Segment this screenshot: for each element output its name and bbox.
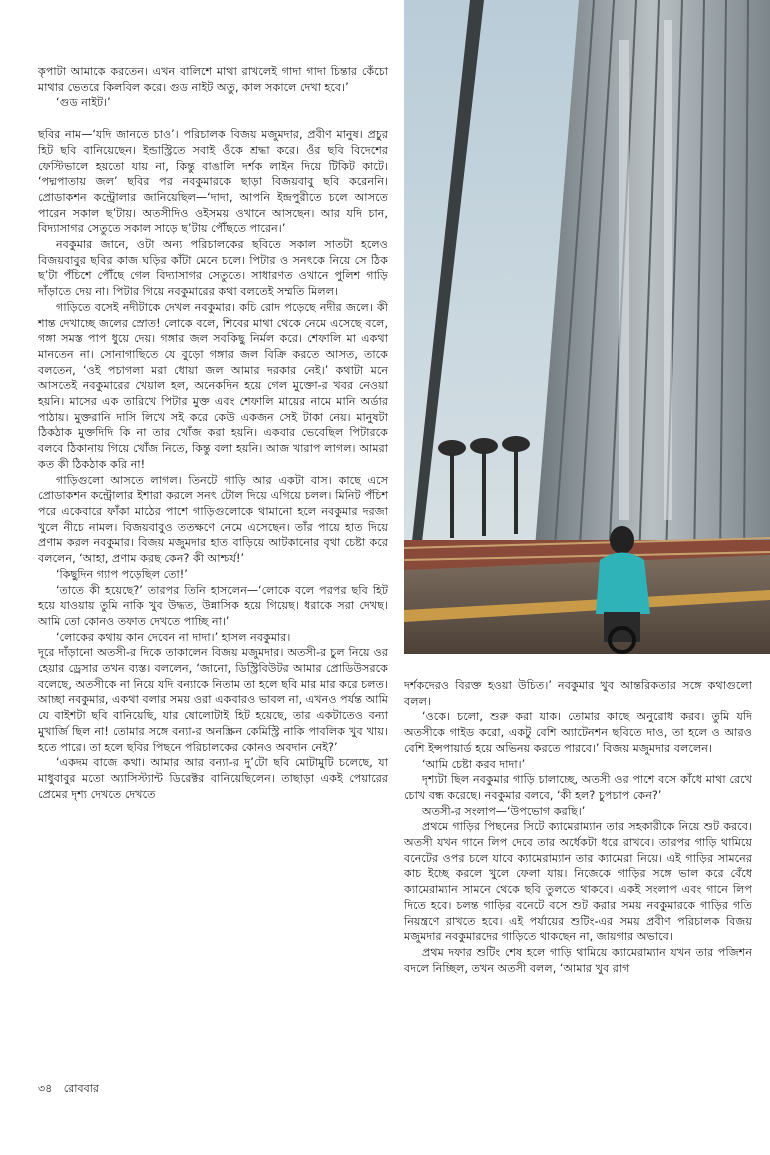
street-lamps xyxy=(438,436,530,538)
page-number: ৩৪ xyxy=(38,1082,53,1095)
right-text-column xyxy=(404,678,752,976)
paragraph: ছবির নাম—‘যদি জানতে চাও’। পরিচালক বিজয় মজুমদার, প্রবীণ মানুষ। প্রচুর হিট ছবি বানিয়েছেন। ইন্ডাস্ট্রিতে সবাই ওঁকে শ্রদ্ধা করে। ওঁর ছবি বিদেশের ফেস্টিভালে হয়তো যায় না, কিন্তু বাঙালি দর্শক লাইন দিয়ে টিকিট কাটে। ‘পদ্মপাতায় জল’ ছবির পর নবকুমারকে ছাড়া বিজয়বাবু ছবি করেননি। প্রোডাকশন কন্ট্রোলার জানিয়েছিল—‘দাদা, আপনি ইন্দ্রপুরীতে চলে আসতে পারেন সকাল ছ’টায়। অতসীদিও ওইসময় ওখানে আসছেন। আর যদি চান, বিদ্যাসাগর সেতুতে সকাল সাড়ে ছ’টায় পৌঁছতে পারেন।’ xyxy=(38,128,388,236)
paragraph: দৃশ্যটা ছিল নবকুমার গাড়ি চালাচ্ছে, অতসী ওর পাশে বসে কাঁধে মাথা রেখে চোখ বন্ধ করেছে। নবকুমার বলবে, ‘কী হল? চুপচাপ কেন?’ xyxy=(404,773,752,802)
paragraph: ‘আমি চেষ্টা করব দাদা।’ xyxy=(422,757,526,771)
paragraph: গাড়িতে বসেই নদীটাকে দেখল নবকুমার। কচি রোদ পড়েছে নদীর জলে। কী শান্ত দেখাচ্ছে জলের স্রোত! লোকে বলে, শিবের মাথা থেকে নেমে এসেছে বলে, গঙ্গা সমস্ত পাপ ধুয়ে দেয়। গঙ্গার জল সবকিছু নির্মল করে। শেফালি মা একথা মানতেন না। সোনাগাছিতে যে বুড়ো গঙ্গার জল বিক্রি করতে আসত, তাকে বলতেন, ‘ওই পচাগলা মরা ধোয়া জল আমার দরকার নেই।’ কথাটা মনে আসতেই নবকুমারের খেয়াল হল, অনেকদিন হয়ে গেল মুক্তো-র খবর নেওয়া হয়নি। মাসের এক তারিখে পিটার মুক্ত এবং শেফালি মায়ের নামে মানি অর্ডার পাঠায়। মুক্তরানি দাসি লিখে সই করে কেউ একজন সেই টাকা নেয়। মানুষটা ঠিকঠাক মুক্তদিদি কি না তার খোঁজ করা হয়নি। একবার ভেবেছিল পিটারকে বলবে ঠিকানায় গিয়ে খোঁজ নিতে, কিন্তু বলা হয়নি। আজ খারাপ লাগল। আমরা কত কী ঠিকঠাক করি না! xyxy=(38,300,388,471)
paragraph: প্রথমে গাড়ির পিছনের সিটে ক্যামেরাম্যান তার সহকারীকে নিয়ে শুট করবে। অতসী যখন গানে লিপ দেবে তার অর্ধেকটা ধরে রাখবে। তারপর গাড়ি থামিয়ে বনেটের ওপর চলে যাবে ক্যামেরাম্যান তার ক্যামেরা নিয়ে। এই গাড়ির সামনের কাচ ইচ্ছে করলে খুলে ফেলা যায়। নিজেকে গাড়ির সঙ্গে ভাল করে বেঁধে ক্যামেরাম্যান সামনে থেকে ছবি তুলতে থাকবে। একই সংলাপ এবং গানে লিপ দিতে হবে। চলন্ত গাড়ির বনেটে বসে শুট করার সময় নবকুমারকে গাড়ির গতি নিয়ন্ত্রণে রাখতে হবে। এই পর্যায়ের শুটিং-এর সময় প্রবীণ পরিচালক বিজয় মজুমদার নবকুমারদের গাড়িতে থাকছেন না, জায়গার অভাবে। xyxy=(404,820,752,944)
paragraph: ‘একদম বাজে কথা। আমার আর বন্যা-র দু’টো ছবি মোটামুটি চলেছে, যা মাধুবাবুর মতো অ্যাসিস্ট্যান্ট ডিরেক্টর বানিয়েছিলেন। তাছাড়া একই পেয়ারের প্রেমের দৃশ্য দেখতে দেখতে xyxy=(38,756,388,801)
paragraph: ‘তাতে কী হয়েছে?’ তারপর তিনি হাসলেন—‘লোকে বলে পরপর ছবি হিট হয়ে যাওয়ায় তুমি নাকি খুব উদ্ধত, উন্নাসিক হয়ে গিয়েছ। ধরাকে সরা দেখছ। আমি তো কোনও তফাত দেখতে পাচ্ছি না।’ xyxy=(38,583,388,628)
left-text-column xyxy=(38,64,388,802)
paragraph: গাড়িগুলো আসতে লাগল। তিনটে গাড়ি আর একটা বাস। কাছে এসে প্রোডাকশন কন্ট্রোলার ইশারা করলে সনৎ টোল দিয়ে এগিয়ে চলল। মিনিট পঁচিশ পরে একেবারে ফাঁকা মাঠের পাশে গাড়িগুলোকে থামানো হলে নবকুমার দরজা খুলে নীচে নামল। বিজয়বাবুও ততক্ষণে নেমে এসেছেন। তাঁর পায়ে হাত দিয়ে প্রণাম করল নবকুমার। বিজয় মজুমদার হাত বাড়িয়ে আটকানোর বৃথা চেষ্টা করে বললেন, ‘আহা, প্রণাম করছ কেন? কী আশ্চর্য!’ xyxy=(38,473,388,566)
paragraph: অতসী-র সংলাপ—‘উপভোগ করছি।’ xyxy=(422,804,586,818)
paragraph: ‘লোকের কথায় কান দেবেন না দাদা।’ হাসল নবকুমার। xyxy=(56,630,291,644)
paragraph: ‘ওকে। চলো, শুরু করা যাক। তোমার কাছে অনুরোধ করব। তুমি যদি অতসীকে গাইড করো, একটু বেশি অ্যাটেনশন ছবিতে দাও, তা হলে ও আরও বেশি ইন্সপায়ার্ড হয়ে অভিনয় করতে পারবে।’ বিজয় মজুমদার বললেন। xyxy=(404,710,752,755)
bridge-cyclist-illustration xyxy=(404,0,770,654)
paragraph: কৃপাটা আমাকে করতেন। এখন বালিশে মাথা রাখলেই গাদা গাদা চিন্তার কেঁচো মাথার ভেতরে কিলবিল করে। গুড নাইট অতু, কাল সকালে দেখা হবে।’ xyxy=(38,65,388,94)
paragraph-gap xyxy=(38,111,388,127)
bridge-photo xyxy=(404,0,770,654)
magazine-name: রোববার xyxy=(63,1082,99,1095)
paragraph: দর্শকদেরও বিরক্ত হওয়া উচিত।’ নবকুমার খুব আন্তরিকতার সঙ্গে কথাগুলো বলল। xyxy=(404,679,752,708)
paragraph: ‘কিছুদিন গ্যাপ পড়েছিল তো!’ xyxy=(56,567,188,581)
page-footer xyxy=(38,1080,107,1099)
paragraph: ‘গুড নাইট।’ xyxy=(56,96,111,110)
paragraph: প্রথম দফার শুটিং শেষ হলে গাড়ি থামিয়ে ক্যামেরাম্যান যখন তার পজিশন বদলে নিচ্ছিল, তখন অতসী বলল, ‘আমার খুব রাগ xyxy=(404,945,752,975)
paragraph: দূরে দাঁড়ানো অতসী-র দিকে তাকালেন বিজয় মজুমদার। অতসী-র চুল নিয়ে ওর হেয়ার ড্রেসার তখন ব্যস্ত। বললেন, ‘জানো, ডিস্ট্রিবিউটর আমার প্রোডিউসরকে বলেছে, অতসীকে না নিয়ে যদি বন্যাকে নিতাম তা হলে ছবি মার মার করে চলত। আচ্ছা নবকুমার, একথা বলার সময় ওরা একবারও ভাবল না, এখনও পর্যন্ত আমি যে বাইশটা ছবি বানিয়েছি, যার ষোলোটাই হিট হয়েছে, তার একটাতেও বন্যা মুখার্জি ছিল না! তোমার সঙ্গে বন্যা-র অনস্ক্রিন কেমিস্ট্রি নাকি পাবলিক খুব খায়। হতে পারে। তা হলে ছবির পিছনে পরিচালকের কোনও অবদান নেই?’ xyxy=(38,646,388,754)
paragraph: নবকুমার জানে, ওটা অন্য পরিচালকের ছবিতে সকাল সাতটা হলেও বিজয়বাবুর ছবির কাজ ঘড়ির কাঁটা মেনে চলে। পিটার ও সনৎকে নিয়ে সে ঠিক ছ’টা পঁচিশে পৌঁছে গেল বিদ্যাসাগর সেতুতে। সাধারণত ওখানে পুলিশ গাড়ি দাঁড়াতে দেয় না। পিটার গিয়ে নবকুমারের কথা বলতেই সম্মতি মিলল। xyxy=(38,238,388,299)
